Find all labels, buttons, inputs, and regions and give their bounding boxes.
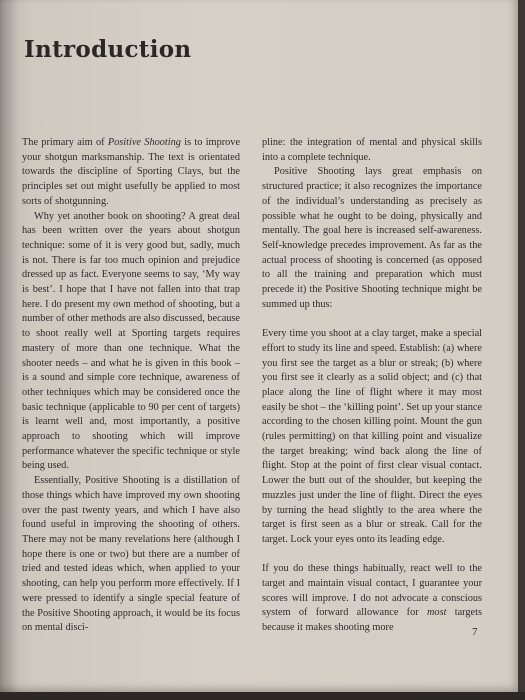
page-number: 7	[472, 626, 478, 638]
right-column	[262, 136, 482, 636]
paragraph: Why yet another book on shooting? A great deal has been written over the years about shotgun technique: some of it is very good but, sadly, much is not. There is far too much opinion and prejudice dressed up as fact. Everyone seems to say, ‘My way is best’. I hope that I have not fallen into that trap here. I do present my own method of shooting, but a number of other methods are also discussed, because to shoot really well at Sporting targets requires mastery of more than one technique. What the shooter needs – and what he is given in this book – is a sound and simple core technique, awareness of other techniques which may be considered once the basic technique (applicable to 90 per cent of targets) is learnt well and, most importantly, a positive approach to shooting which will improve performance whatever the specific technique or style being used.	[22, 210, 240, 472]
chapter-title: Introduction	[24, 36, 192, 63]
paragraph	[22, 136, 240, 210]
technique-summary-block: Every time you shoot at a clay target, make a special effort to study its line and speed. Establish: (a) where you first see the target as a blur or streak; (b) where you first see it clearly as a solid object; and (c) that place along the line of flight where it may most easily be shot – the ‘killing point’. Set up your stance according to the chosen killing point. Mount the gun (rules permitting) on that killing point and visualize the target breaking; wind back along the line of flight. Stop at the point of first clear visual contact. Lower the butt out of the shoulder, but keeping the muzzles just under the line of flight. Direct the eyes by turning the head slightly to the area where the target is first seen as a blur or streak. Call for the target. Lock your eyes onto its leading edge.	[262, 328, 482, 545]
book-title-italic: Positive Shooting	[107, 137, 181, 148]
left-column	[22, 136, 240, 636]
text-run: If you do these things habitually, react well to the target and maintain visual contact, I guarantee your scores will improve. I do not advocate a conscious system of forward allowance for	[262, 563, 482, 619]
text-run: is to improve your shotgun marksmanship. The text is orientated towards the discipline of Sporting Clays, but the principles set out might usefully be applied to most sorts of shotgunning.	[22, 137, 241, 207]
text-run: targets because it makes shooting more	[262, 607, 482, 634]
paragraph: Essentially, Positive Shooting is a distillation of those things which have improved my own shooting over the past twenty years, and which I have also found useful in improving the shooting of others. There may not be many revelations here (although I hope there is one or two) but there are a number of tried and tested ideas which, when applied to your shooting, can help you perform more effectively. If I were pressed to identify a single special feature of the Positive Shooting approach, it would be its focus on mental disci-	[22, 475, 240, 634]
paragraph	[262, 562, 482, 636]
page-edge-shadow	[0, 692, 525, 700]
paragraph: pline: the integration of mental and physical skills into a complete technique.	[262, 137, 482, 163]
text-run: The primary aim of	[22, 137, 108, 148]
paragraph: Positive Shooting lays great emphasis on structured practice; it also recognizes the importance of the individual’s understanding as precisely as possible what he ought to be doing, physically and mentally. The goal here is increased self-awareness. Self-knowledge precedes improvement. As far as the actual process of shooting is concerned (as opposed to all the training and preparation which must precede it) the Positive Shooting technique might be summed up thus:	[262, 166, 482, 310]
emphasis-italic: most	[426, 607, 447, 619]
